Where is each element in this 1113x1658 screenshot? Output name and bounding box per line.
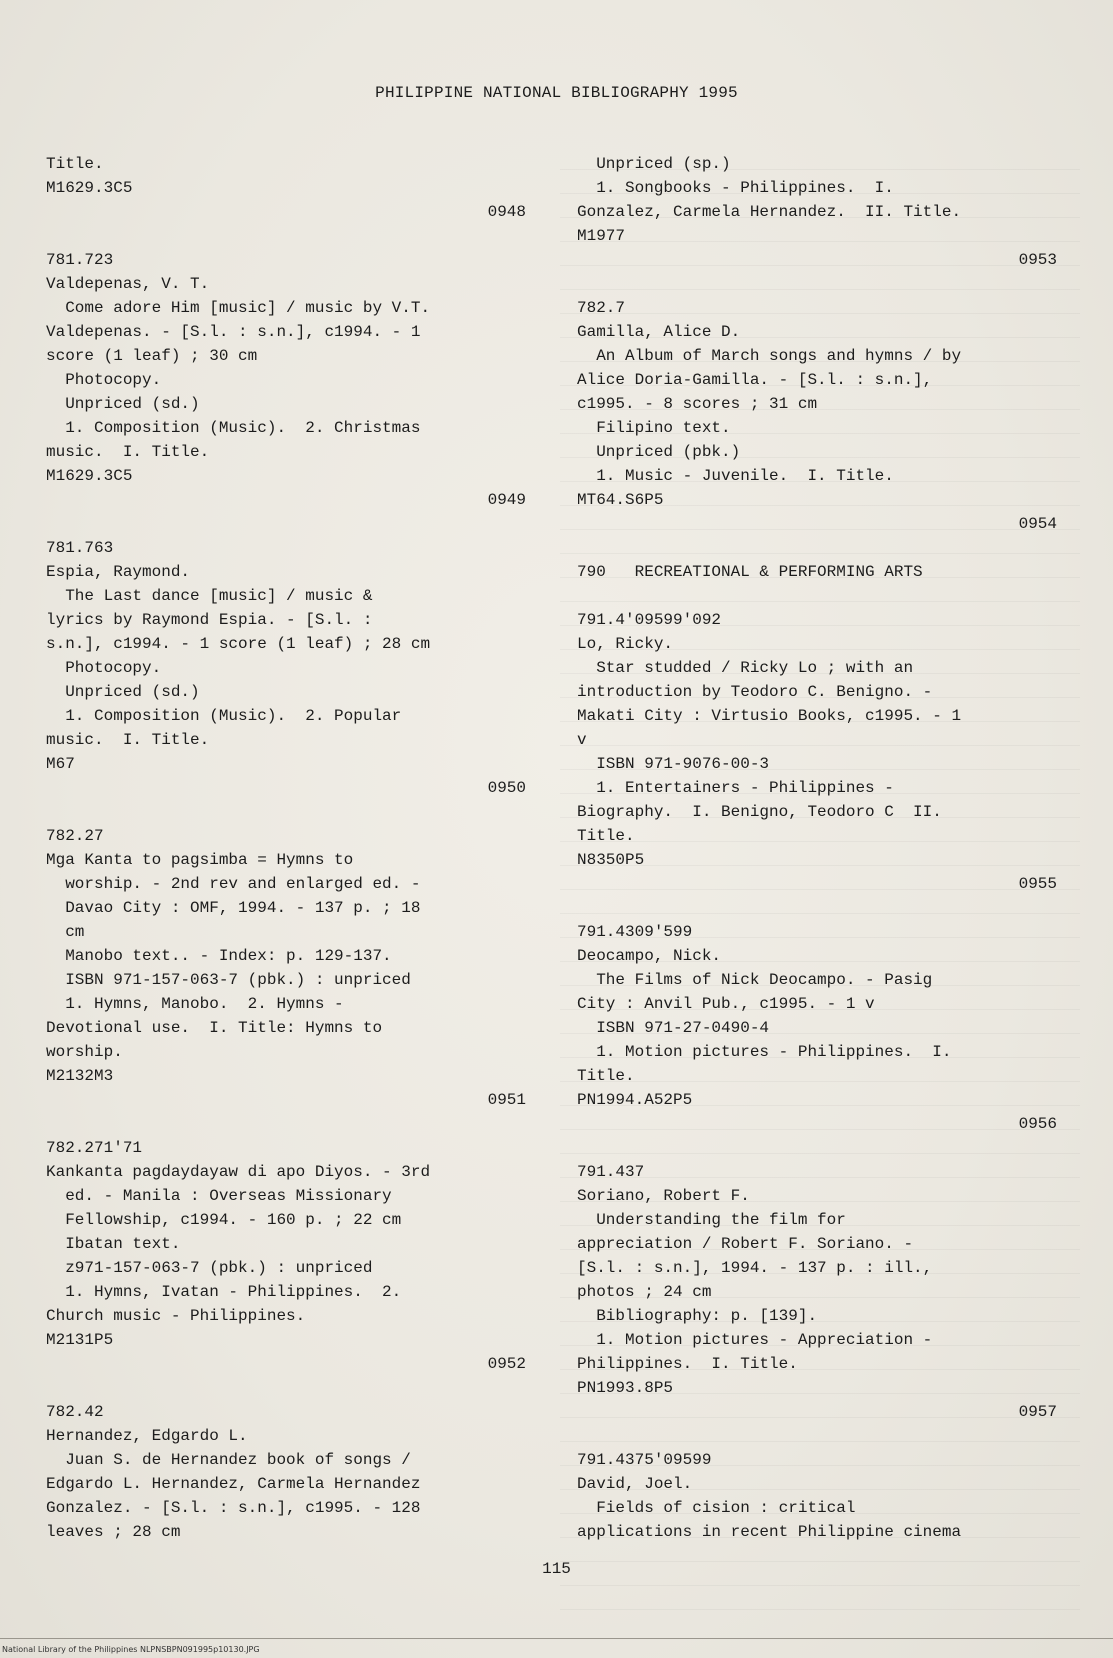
entry-line: 1. Music - Juvenile. I. Title. (577, 467, 894, 485)
entry-line: Gonzalez. - [S.l. : s.n.], c1995. - 128 (46, 1499, 421, 1517)
right-column (577, 152, 1057, 1544)
entry-number: 0956 (1018, 1115, 1057, 1133)
entry-line: The Films of Nick Deocampo. - Pasig (577, 971, 933, 989)
entry-line: ed. - Manila : Overseas Missionary (46, 1187, 392, 1205)
entry-line: M1629.3C5 (46, 467, 133, 485)
entry-line: z971-157-063-7 (pbk.) : unpriced (46, 1259, 373, 1277)
entry-line: 1. Motion pictures - Appreciation - (577, 1331, 933, 1349)
entry-line: David, Joel. (577, 1475, 693, 1493)
entry-line: 1. Composition (Music). 2. Popular (46, 707, 402, 725)
entry-line: N8350P5 (577, 851, 645, 869)
entry-line: Deocampo, Nick. (577, 947, 722, 965)
entry-number: 0949 (487, 491, 526, 509)
entry-line: cm (46, 923, 85, 941)
scan-label: National Library of the Philippines NLPNSBPN091995p10130.JPG (2, 1645, 260, 1654)
entry-line: M1629.3C5 (46, 179, 133, 197)
entry-number: 0953 (1018, 251, 1057, 269)
entry-line (577, 272, 1057, 296)
entry-line: Alice Doria-Gamilla. - [S.l. : s.n.], (577, 371, 933, 389)
entry-number: 0957 (1018, 1403, 1057, 1421)
entry-number: 0950 (487, 779, 526, 797)
entry-line: Photocopy. (46, 371, 162, 389)
entry-line: Juan S. de Hernandez book of songs / (46, 1451, 411, 1469)
entry-number: 0952 (487, 1355, 526, 1373)
entry-line: 1. Composition (Music). 2. Christmas (46, 419, 421, 437)
entry-line: Lo, Ricky. (577, 635, 674, 653)
entry-line: 791.4309'599 (577, 923, 693, 941)
entry-line: appreciation / Robert F. Soriano. - (577, 1235, 914, 1253)
entry-line: M67 (46, 755, 75, 773)
entry-line: Mga Kanta to pagsimba = Hymns to (46, 851, 354, 869)
entry-line: 1. Motion pictures - Philippines. I. (577, 1043, 952, 1061)
entry-line: 782.271'71 (46, 1139, 143, 1157)
entry-line (46, 512, 526, 536)
entry-line: lyrics by Raymond Espia. - [S.l. : (46, 611, 373, 629)
entry-line: 781.723 (46, 251, 114, 269)
entry-line: c1995. - 8 scores ; 31 cm (577, 395, 818, 413)
entry-line: 1. Hymns, Manobo. 2. Hymns - (46, 995, 344, 1013)
entry-line: ISBN 971-27-0490-4 (577, 1019, 770, 1037)
entry-line (577, 536, 1057, 560)
entry-line: Bibliography: p. [139]. (577, 1307, 818, 1325)
entry-line: [S.l. : s.n.], 1994. - 137 p. : ill., (577, 1259, 933, 1277)
entry-line: Unpriced (pbk.) (577, 443, 741, 461)
entry-line: worship. - 2nd rev and enlarged ed. - (46, 875, 421, 893)
entry-line: Devotional use. I. Title: Hymns to (46, 1019, 383, 1037)
entry-line: photos ; 24 cm (577, 1283, 712, 1301)
entry-line: introduction by Teodoro C. Benigno. - (577, 683, 933, 701)
entry-line: M1977 (577, 227, 626, 245)
entry-line: 782.27 (46, 827, 104, 845)
entry-line: Gonzalez, Carmela Hernandez. II. Title. (577, 203, 962, 221)
entry-line: Star studded / Ricky Lo ; with an (577, 659, 914, 677)
entry-number: 0951 (487, 1091, 526, 1109)
entry-line: Kankanta pagdaydayaw di apo Diyos. - 3rd (46, 1163, 431, 1181)
entry-line: Title. (46, 155, 104, 173)
entry-line: Title. (577, 1067, 635, 1085)
entry-line: v (577, 731, 587, 749)
entry-line: Unpriced (sp.) (577, 155, 731, 173)
entry-line (577, 896, 1057, 920)
entry-line: leaves ; 28 cm (46, 1523, 181, 1541)
entry-line: Photocopy. (46, 659, 162, 677)
entry-line: The Last dance [music] / music & (46, 587, 373, 605)
entry-line: score (1 leaf) ; 30 cm (46, 347, 258, 365)
entry-line: Valdepenas. - [S.l. : s.n.], c1994. - 1 (46, 323, 421, 341)
entry-line (46, 1376, 526, 1400)
entry-line: Unpriced (sd.) (46, 683, 200, 701)
entry-line: M2131P5 (46, 1331, 114, 1349)
entry-line: Makati City : Virtusio Books, c1995. - 1 (577, 707, 962, 725)
entry-line: 781.763 (46, 539, 114, 557)
entry-line: Espia, Raymond. (46, 563, 191, 581)
entry-line: Edgardo L. Hernandez, Carmela Hernandez (46, 1475, 421, 1493)
entry-line: Fellowship, c1994. - 160 p. ; 22 cm (46, 1211, 402, 1229)
entry-line: PN1993.8P5 (577, 1379, 674, 1397)
entry-line (46, 800, 526, 824)
entry-line: Philippines. I. Title. (577, 1355, 798, 1373)
entry-line: 790 RECREATIONAL & PERFORMING ARTS (577, 563, 923, 581)
entry-line: Understanding the film for (577, 1211, 846, 1229)
entry-line: An Album of March songs and hymns / by (577, 347, 962, 365)
entry-line: City : Anvil Pub., c1995. - 1 v (577, 995, 875, 1013)
entry-line: Gamilla, Alice D. (577, 323, 741, 341)
entry-line: Biography. I. Benigno, Teodoro C II. (577, 803, 942, 821)
entry-line: MT64.S6P5 (577, 491, 664, 509)
page-number: 115 (542, 1560, 571, 1578)
entry-line: Fields of cision : critical (577, 1499, 856, 1517)
entry-line: ISBN 971-9076-00-3 (577, 755, 770, 773)
entry-line: Title. (577, 827, 635, 845)
entry-line: Soriano, Robert F. (577, 1187, 750, 1205)
entry-line: Filipino text. (577, 419, 731, 437)
entry-line: Valdepenas, V. T. (46, 275, 210, 293)
entry-line: 791.4375'09599 (577, 1451, 712, 1469)
entry-number: 0955 (1018, 875, 1057, 893)
entry-line: applications in recent Philippine cinema (577, 1523, 962, 1541)
entry-line: 1. Songbooks - Philippines. I. (577, 179, 894, 197)
entry-line: Unpriced (sd.) (46, 395, 200, 413)
page-title: PHILIPPINE NATIONAL BIBLIOGRAPHY 1995 (375, 84, 738, 102)
entry-line: 791.437 (577, 1163, 645, 1181)
entry-line (577, 1136, 1057, 1160)
entry-line: PN1994.A52P5 (577, 1091, 693, 1109)
entry-line: 791.4'09599'092 (577, 611, 722, 629)
entry-line (577, 1424, 1057, 1448)
entry-line: Manobo text.. - Index: p. 129-137. (46, 947, 392, 965)
entry-line: Church music - Philippines. (46, 1307, 306, 1325)
entry-line (577, 584, 1057, 608)
entry-line: ISBN 971-157-063-7 (pbk.) : unpriced (46, 971, 411, 989)
entry-line (46, 224, 526, 248)
entry-line (46, 1112, 526, 1136)
entry-number: 0954 (1018, 515, 1057, 533)
entry-line: s.n.], c1994. - 1 score (1 leaf) ; 28 cm (46, 635, 431, 653)
entry-line: 1. Hymns, Ivatan - Philippines. 2. (46, 1283, 402, 1301)
entry-line: Davao City : OMF, 1994. - 137 p. ; 18 (46, 899, 421, 917)
footer-divider (0, 1638, 1113, 1639)
entry-line: Hernandez, Edgardo L. (46, 1427, 248, 1445)
entry-line: 782.7 (577, 299, 626, 317)
entry-line: worship. (46, 1043, 123, 1061)
entry-line: 782.42 (46, 1403, 104, 1421)
entry-number: 0948 (487, 203, 526, 221)
entry-line: M2132M3 (46, 1067, 114, 1085)
entry-line: Ibatan text. (46, 1235, 181, 1253)
entry-line: music. I. Title. (46, 731, 210, 749)
left-column (46, 152, 526, 1544)
entry-line: music. I. Title. (46, 443, 210, 461)
entry-line: Come adore Him [music] / music by V.T. (46, 299, 431, 317)
entry-line: 1. Entertainers - Philippines - (577, 779, 894, 797)
